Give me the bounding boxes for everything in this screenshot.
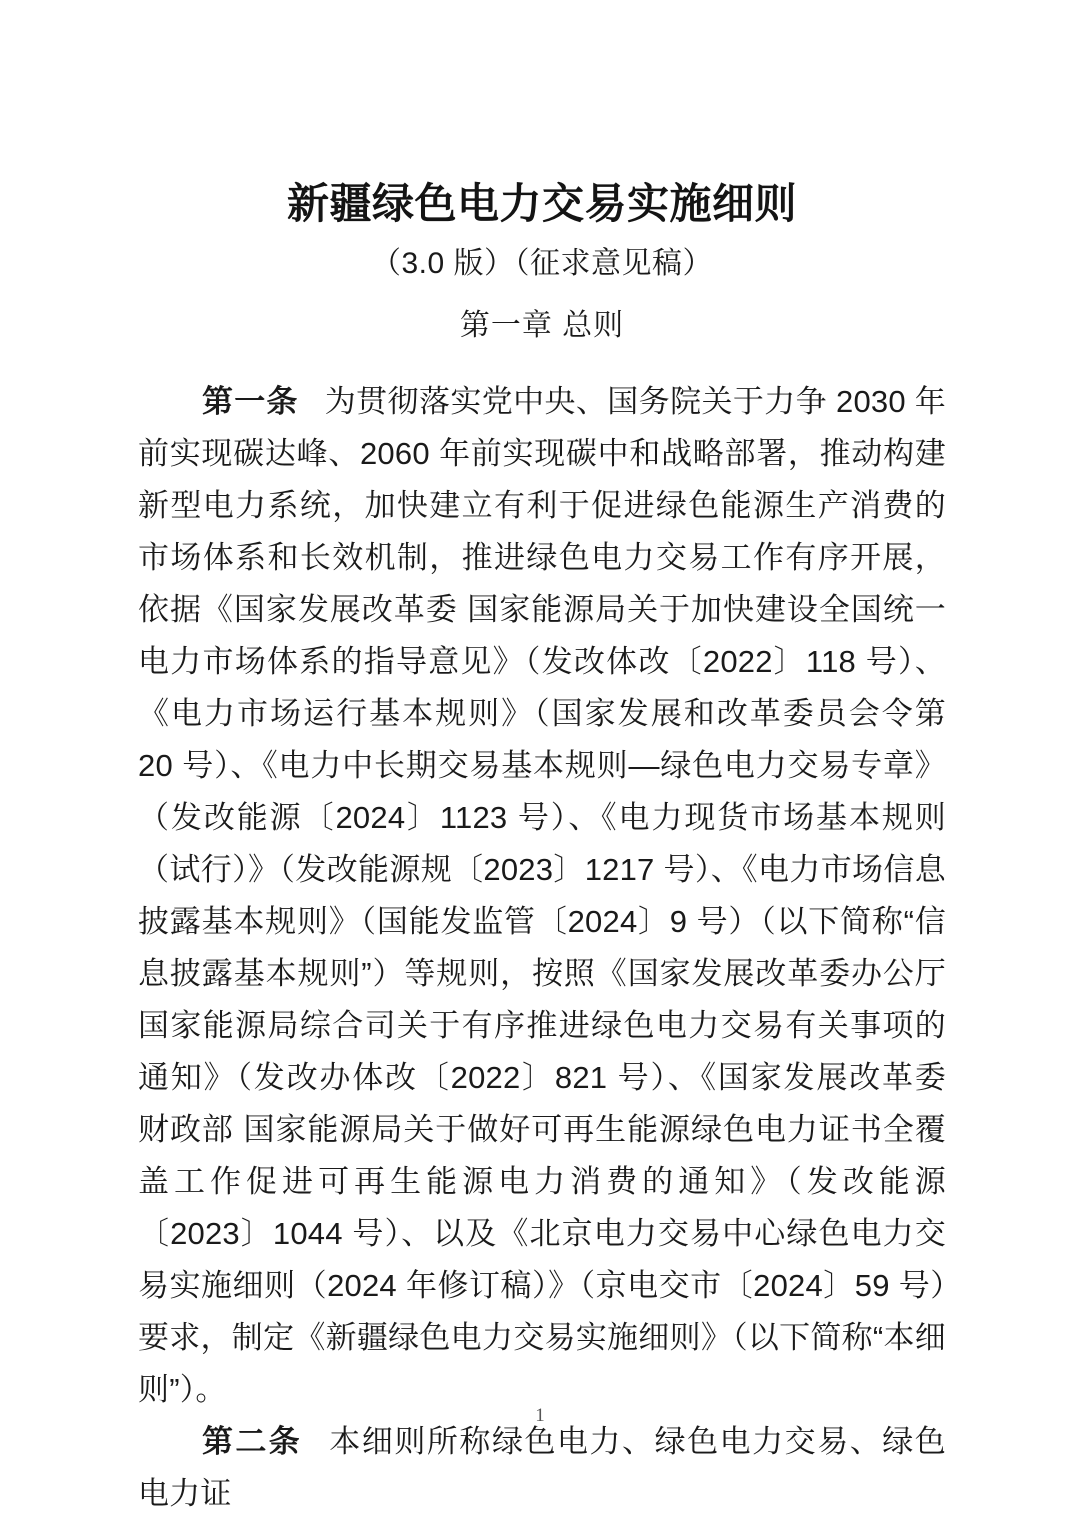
chapter-heading: 第一章 总则 [459,309,625,342]
document-body [138,0,946,1520]
title-block [138,0,946,346]
document-subtitle: （3.0 版）（征求意见稿） [370,247,714,280]
article-list [138,376,946,1520]
page-number: 1 [535,1405,545,1426]
article-item [138,1416,946,1520]
article-text: 为贯彻落实党中央、国务院关于力争 2030 年前实现碳达峰、2060 年前实现碳中和战略部署，推动构建新型电力系统，加快建立有利于促进绿色能源生产消费的市场体系和长效机制，推进绿色电力交易工作有序开展，依据《国家发展改革委 国家能源局关于加快建设全国统一电力市场体系的指导意见》（发改体改〔2022〕118 号）、《电力市场运行基本规则》（国家发展和改革委员会令第 20 号）、《电力中长期交易基本规则—绿色电力交易专章》（发改能源〔2024〕1123 号）、《电力现货市场基本规则（试行）》（发改能源规〔2023〕1217 号）、《电力市场信息披露基本规则》（国能发监管〔2024〕9 号）（以下简称“信息披露基本规则”）等规则，按照《国家发展改革委办公厅 国家能源局综合司关于有序推进绿色电力交易有关事项的通知》（发改办体改〔2022〕821 号）、《国家发展改革委 财政部 国家能源局关于做好可再生能源绿色电力证书全覆盖工作促进可再生能源电力消费的通知》（发改能源〔2023〕1044 号）、以及《北京电力交易中心绿色电力交易实施细则（2024 年修订稿）》（京电交市〔2024〕59 号）要求，制定《新疆绿色电力交易实施细则》（以下简称“本细则”）。 [138,384,946,1407]
article-label: 第二条 [202,1424,302,1459]
page-title: 新疆绿色电力交易实施细则 [286,180,797,227]
article-text: 本细则所称绿色电力、绿色电力交易、绿色电力证 [138,1424,946,1511]
article-label: 第一条 [202,384,299,419]
article-item [138,376,946,1416]
